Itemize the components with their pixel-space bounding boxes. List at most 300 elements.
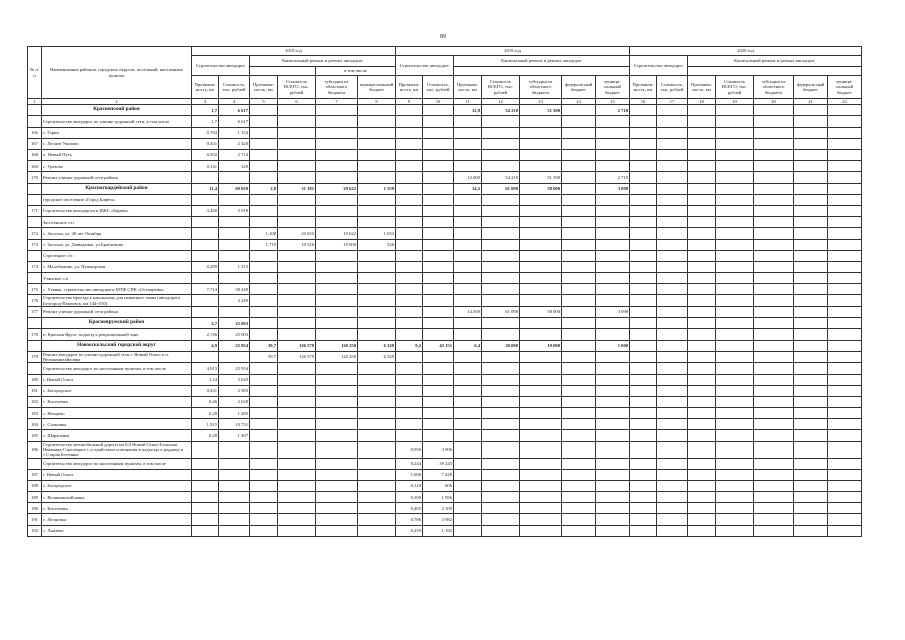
value-cell (688, 150, 716, 161)
value-cell (794, 116, 828, 127)
value-cell (358, 261, 396, 272)
value-cell (219, 273, 250, 284)
value-cell (688, 351, 716, 363)
value-cell (630, 194, 657, 205)
value-cell (482, 363, 520, 374)
value-cell (657, 217, 688, 228)
value-cell (454, 318, 482, 329)
value-cell (828, 525, 862, 536)
value-cell (423, 363, 454, 374)
value-cell (562, 307, 596, 318)
header-repair-2020: Капитальный ремонт и ремонт автодорог (688, 56, 862, 67)
value-cell (716, 273, 754, 284)
value-cell (754, 307, 794, 318)
value-cell (454, 217, 482, 228)
value-cell (520, 273, 562, 284)
value-cell (316, 318, 358, 329)
value-cell (716, 385, 754, 396)
value-cell (219, 307, 250, 318)
row-name-cell: Строительство автодорог по населенным пунктам, в том числе (42, 363, 192, 374)
row-name-cell: с. Утянка, строительство автодороги МТФ СПК «Остащенко» (42, 284, 192, 295)
value-cell (278, 307, 316, 318)
row-name-cell: х. Новый Путь (42, 150, 192, 161)
value-cell (192, 217, 219, 228)
value-cell (192, 295, 219, 307)
value-cell: 4,913 (192, 363, 219, 374)
value-cell (754, 183, 794, 194)
value-cell (630, 408, 657, 419)
value-cell (278, 261, 316, 272)
value-cell (716, 217, 754, 228)
value-cell: 7 428 (423, 469, 454, 480)
value-cell (688, 172, 716, 183)
value-cell (688, 396, 716, 407)
row-number-cell: 192 (28, 525, 42, 536)
col-header: федераль-ный бюджет (562, 76, 596, 99)
value-cell (423, 116, 454, 127)
row-name-cell: с. Богородское (42, 480, 192, 491)
value-cell (794, 441, 828, 458)
value-cell (716, 250, 754, 261)
value-cell (794, 363, 828, 374)
value-cell: 43 151 (423, 340, 454, 351)
value-cell (794, 138, 828, 149)
value-cell (828, 374, 862, 385)
value-cell (657, 127, 688, 138)
value-cell (250, 172, 278, 183)
value-cell (828, 396, 862, 407)
value-cell (828, 295, 862, 307)
value-cell (630, 492, 657, 503)
row-number-cell: 176 (28, 295, 42, 307)
value-cell: 12,0 (454, 105, 482, 116)
value-cell: 19 622 (316, 228, 358, 239)
value-cell (454, 228, 482, 239)
value-cell (754, 217, 794, 228)
value-cell (358, 492, 396, 503)
value-cell (828, 514, 862, 525)
value-cell: 1 313 (219, 261, 250, 272)
value-cell (396, 194, 423, 205)
value-cell (219, 458, 250, 469)
value-cell: 0,431 (192, 385, 219, 396)
value-cell (316, 480, 358, 491)
value-cell (358, 273, 396, 284)
table-row (28, 239, 862, 250)
table-row (28, 492, 862, 503)
value-cell (482, 430, 520, 441)
table-row (28, 374, 862, 385)
value-cell (396, 419, 423, 430)
value-cell (630, 284, 657, 295)
value-cell (562, 161, 596, 172)
value-cell (716, 205, 754, 216)
section-row (28, 105, 862, 116)
value-cell (630, 138, 657, 149)
value-cell (278, 116, 316, 127)
value-cell (794, 514, 828, 525)
value-cell (192, 228, 219, 239)
value-cell: 0,28 (192, 430, 219, 441)
value-cell (630, 441, 657, 458)
value-cell (828, 138, 862, 149)
value-cell (520, 458, 562, 469)
value-cell (278, 329, 316, 340)
table-row (28, 363, 862, 374)
value-cell: 14,5 (454, 183, 482, 194)
value-cell (688, 329, 716, 340)
section-row (28, 183, 862, 194)
row-name-cell: с. Засосна, ул. 40 лет Октября (42, 228, 192, 239)
value-cell (396, 408, 423, 419)
row-number-cell (28, 183, 42, 194)
value-cell (716, 363, 754, 374)
table-row (28, 408, 862, 419)
value-cell (219, 194, 250, 205)
value-cell (828, 261, 862, 272)
value-cell (358, 329, 396, 340)
row-number-cell: 185 (28, 430, 42, 441)
value-cell (192, 458, 219, 469)
value-cell (250, 205, 278, 216)
value-cell (794, 430, 828, 441)
table-row (28, 116, 862, 127)
value-cell (520, 419, 562, 430)
value-cell (358, 250, 396, 261)
value-cell (316, 138, 358, 149)
value-cell: 2,746 (192, 329, 219, 340)
value-cell (396, 127, 423, 138)
value-cell (316, 307, 358, 318)
value-cell: 58 000 (520, 183, 562, 194)
value-cell: 29 622 (316, 183, 358, 194)
value-cell (596, 116, 630, 127)
value-cell (657, 351, 688, 363)
value-cell: 1,14 (192, 374, 219, 385)
value-cell (688, 363, 716, 374)
value-cell (657, 138, 688, 149)
value-cell (716, 480, 754, 491)
value-cell (316, 205, 358, 216)
value-cell (562, 127, 596, 138)
value-cell (358, 363, 396, 374)
row-number-cell (28, 318, 42, 329)
value-cell (316, 525, 358, 536)
value-cell: 126 579 (278, 340, 316, 351)
value-cell (688, 307, 716, 318)
value-cell (358, 150, 396, 161)
value-cell (219, 351, 250, 363)
value-cell (482, 408, 520, 419)
value-cell (192, 525, 219, 536)
value-cell: 2 420 (219, 138, 250, 149)
value-cell: 6,4 (454, 340, 482, 351)
value-cell (482, 458, 520, 469)
value-cell (688, 340, 716, 351)
value-cell (278, 458, 316, 469)
value-cell (358, 525, 396, 536)
value-cell (828, 228, 862, 239)
value-cell (396, 295, 423, 307)
value-cell (630, 514, 657, 525)
value-cell (520, 150, 562, 161)
value-cell (562, 492, 596, 503)
value-cell (454, 385, 482, 396)
value-cell: 58 449 (219, 284, 250, 295)
value-cell (688, 503, 716, 514)
value-cell (716, 161, 754, 172)
value-cell (520, 127, 562, 138)
column-index: 19 (716, 99, 754, 105)
table-row (28, 419, 862, 430)
row-number-cell (28, 105, 42, 116)
value-cell (657, 161, 688, 172)
value-cell (657, 458, 688, 469)
value-cell (396, 183, 423, 194)
value-cell (423, 239, 454, 250)
row-name-cell: Строительство автодорог по улично-дорожной сети, в том числе (42, 116, 192, 127)
value-cell (250, 116, 278, 127)
value-cell (316, 127, 358, 138)
value-cell (482, 318, 520, 329)
value-cell: 1,7 (192, 105, 219, 116)
value-cell (596, 138, 630, 149)
row-name-cell: Ремонт автодорог по улично-дорожной сети г. Новый Оскол и п. Великомихайловка (42, 351, 192, 363)
value-cell: 2 714 (219, 150, 250, 161)
table-row (28, 430, 862, 441)
value-cell (250, 503, 278, 514)
value-cell (454, 419, 482, 430)
value-cell (219, 239, 250, 250)
value-cell (657, 329, 688, 340)
value-cell (716, 419, 754, 430)
value-cell (630, 374, 657, 385)
value-cell: 25 954 (219, 363, 250, 374)
column-index: 4 (219, 99, 250, 105)
value-cell (828, 363, 862, 374)
value-cell (657, 261, 688, 272)
value-cell: 58 000 (520, 307, 562, 318)
header-name: Наименование районов, городских округов, поселений, населенных пунктов (42, 47, 192, 99)
value-cell (250, 363, 278, 374)
value-cell (630, 295, 657, 307)
value-cell (657, 396, 688, 407)
value-cell (396, 205, 423, 216)
row-number-cell: 186 (28, 441, 42, 458)
value-cell (794, 228, 828, 239)
value-cell (358, 441, 396, 458)
value-cell (657, 172, 688, 183)
value-cell: 12,000 (454, 172, 482, 183)
value-cell (482, 261, 520, 272)
value-cell (657, 441, 688, 458)
value-cell (316, 105, 358, 116)
value-cell: 120 250 (316, 340, 358, 351)
value-cell: 6 617 (219, 116, 250, 127)
value-cell (754, 430, 794, 441)
table-row (28, 261, 862, 272)
value-cell (396, 161, 423, 172)
value-cell (630, 318, 657, 329)
value-cell (630, 329, 657, 340)
value-cell (657, 250, 688, 261)
value-cell (423, 138, 454, 149)
value-cell (716, 329, 754, 340)
value-cell (754, 228, 794, 239)
value-cell (278, 250, 316, 261)
value-cell (716, 172, 754, 183)
value-cell: 329 (219, 161, 250, 172)
value-cell (520, 284, 562, 295)
value-cell (754, 172, 794, 183)
value-cell (828, 239, 862, 250)
value-cell (596, 161, 630, 172)
value-cell (278, 408, 316, 419)
value-cell (657, 514, 688, 525)
value-cell (828, 492, 862, 503)
value-cell (454, 408, 482, 419)
value-cell (520, 514, 562, 525)
value-cell (278, 284, 316, 295)
value-cell (688, 525, 716, 536)
col-header: федераль-ный бюджет (794, 76, 828, 99)
value-cell (396, 385, 423, 396)
value-cell (596, 480, 630, 491)
value-cell (482, 161, 520, 172)
value-cell (754, 480, 794, 491)
value-cell (482, 284, 520, 295)
value-cell (316, 150, 358, 161)
value-cell: 1 497 (219, 430, 250, 441)
value-cell: 606 (423, 480, 454, 491)
value-cell (358, 205, 396, 216)
value-cell (716, 340, 754, 351)
value-cell (794, 351, 828, 363)
value-cell (754, 250, 794, 261)
value-cell (219, 503, 250, 514)
value-cell (794, 105, 828, 116)
value-cell: 2 983 (219, 385, 250, 396)
value-cell (562, 525, 596, 536)
value-cell (562, 351, 596, 363)
row-number-cell: 184 (28, 419, 42, 430)
table-row (28, 284, 862, 295)
row-name-cell: с. Шараповка (42, 430, 192, 441)
value-cell: 10 526 (278, 239, 316, 250)
value-cell: 51 500 (520, 172, 562, 183)
value-cell (688, 295, 716, 307)
value-cell (562, 363, 596, 374)
value-cell (482, 480, 520, 491)
value-cell (754, 385, 794, 396)
value-cell (596, 492, 630, 503)
table-row (28, 503, 862, 514)
value-cell (250, 150, 278, 161)
value-cell (423, 150, 454, 161)
value-cell (630, 458, 657, 469)
value-cell (454, 396, 482, 407)
value-cell (794, 217, 828, 228)
value-cell (396, 307, 423, 318)
value-cell: 3 982 (423, 514, 454, 525)
value-cell (630, 261, 657, 272)
column-index: 17 (657, 99, 688, 105)
value-cell (423, 408, 454, 419)
col-header: Протяжен-ность, км (688, 76, 716, 99)
col-header: субсидии из областного бюджета (520, 76, 562, 99)
value-cell (250, 374, 278, 385)
value-cell: 61 098 (482, 183, 520, 194)
value-cell: 0,289 (192, 261, 219, 272)
value-cell (828, 127, 862, 138)
value-cell (596, 261, 630, 272)
value-cell (250, 127, 278, 138)
value-cell (250, 492, 278, 503)
value-cell: 5 018 (219, 205, 250, 216)
value-cell (250, 261, 278, 272)
value-cell: 0,950 (396, 441, 423, 458)
value-cell: 2 628 (219, 396, 250, 407)
value-cell (250, 318, 278, 329)
value-cell (316, 295, 358, 307)
value-cell (828, 194, 862, 205)
value-cell (688, 194, 716, 205)
value-cell: 526 (358, 239, 396, 250)
column-index: 2 (42, 99, 192, 105)
value-cell (423, 273, 454, 284)
value-cell (316, 492, 358, 503)
value-cell (192, 194, 219, 205)
value-cell: 61 098 (482, 307, 520, 318)
value-cell (630, 150, 657, 161)
value-cell (688, 318, 716, 329)
value-cell (520, 430, 562, 441)
value-cell (396, 116, 423, 127)
value-cell (396, 374, 423, 385)
value-cell (454, 273, 482, 284)
col-header: субсидии из областного бюджета (754, 76, 794, 99)
value-cell (716, 138, 754, 149)
value-cell (358, 284, 396, 295)
value-cell (358, 105, 396, 116)
column-index: 7 (316, 99, 358, 105)
section-row (28, 340, 862, 351)
value-cell (454, 351, 482, 363)
value-cell (828, 205, 862, 216)
value-cell (454, 525, 482, 536)
value-cell (716, 318, 754, 329)
value-cell (754, 363, 794, 374)
value-cell (423, 329, 454, 340)
value-cell (828, 351, 862, 363)
value-cell (716, 150, 754, 161)
value-cell (794, 492, 828, 503)
value-cell: 0,704 (192, 127, 219, 138)
table-row (28, 396, 862, 407)
value-cell (278, 419, 316, 430)
value-cell (754, 295, 794, 307)
value-cell (596, 408, 630, 419)
value-cell: 10 731 (219, 419, 250, 430)
value-cell (630, 183, 657, 194)
column-index: 5 (250, 99, 278, 105)
value-cell (754, 340, 794, 351)
value-cell (688, 469, 716, 480)
value-cell (828, 161, 862, 172)
value-cell (482, 419, 520, 430)
value-cell (794, 503, 828, 514)
value-cell (316, 116, 358, 127)
